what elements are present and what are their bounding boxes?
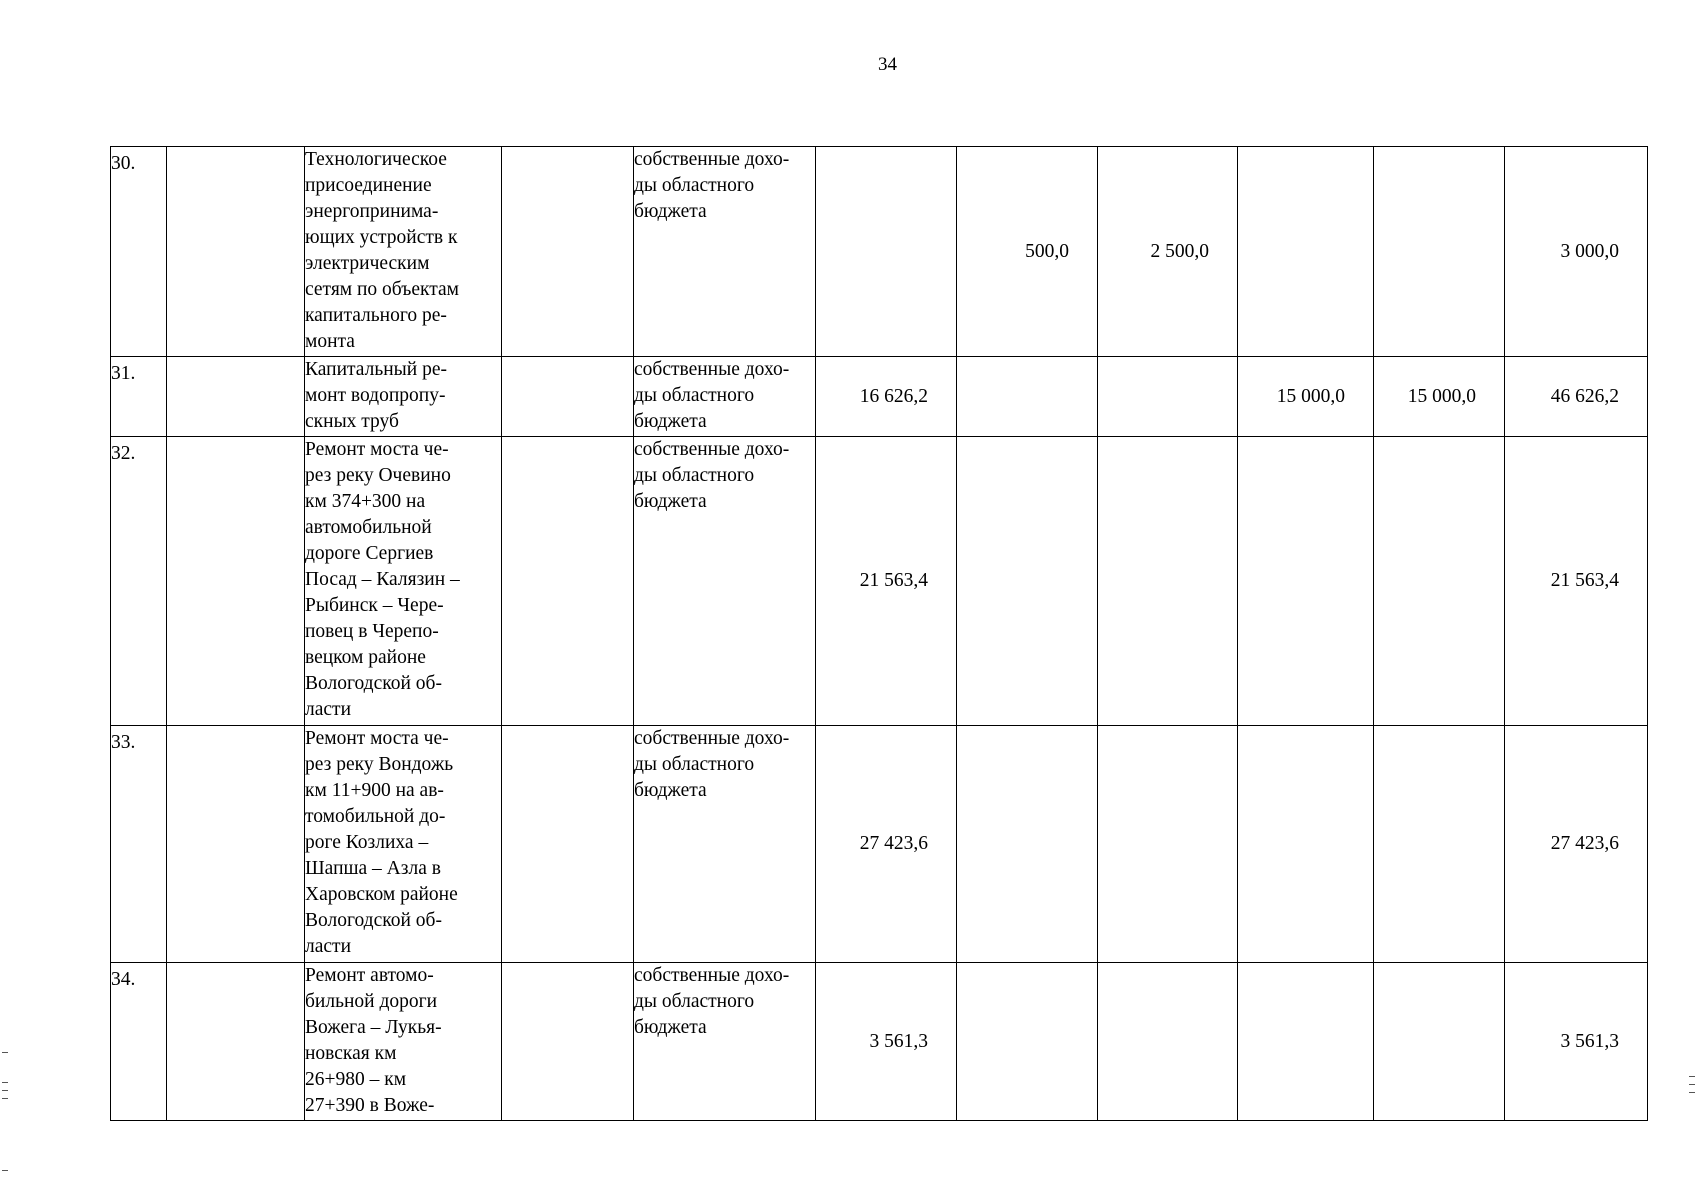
table-row bbox=[111, 963, 1648, 1121]
object-name-cell bbox=[305, 963, 502, 1121]
amount-cell bbox=[1238, 963, 1374, 1121]
page-number: 34 bbox=[878, 54, 897, 75]
object-name-cell bbox=[305, 726, 502, 963]
scan-mark bbox=[1689, 1076, 1695, 1077]
funding-source: собственные дохо- ды областного бюджета bbox=[634, 439, 790, 512]
empty-cell bbox=[502, 963, 634, 1121]
amount-cell: 27 423,6 bbox=[816, 726, 957, 963]
table-row bbox=[111, 147, 1648, 357]
row-number-cell bbox=[111, 357, 167, 437]
funding-source: собственные дохо- ды областного бюджета bbox=[634, 359, 790, 432]
scan-mark bbox=[2, 1090, 8, 1091]
amount-cell bbox=[1098, 357, 1238, 437]
object-name: Ремонт моста че- рез реку Вондожь км 11+900 на ав- томобильной до- роге Козлиха – Шапша – Азла в Харовском районе Вологодской об- ласти bbox=[305, 728, 458, 957]
empty-cell bbox=[167, 963, 305, 1121]
budget-table bbox=[110, 146, 1648, 1121]
amount-cell bbox=[1098, 963, 1238, 1121]
amount-cell bbox=[957, 357, 1098, 437]
row-number: 30. bbox=[111, 153, 136, 174]
amount-cell bbox=[1238, 726, 1374, 963]
funding-source: собственные дохо- ды областного бюджета bbox=[634, 149, 790, 222]
funding-source-cell bbox=[634, 437, 816, 726]
object-name-cell bbox=[305, 357, 502, 437]
amount-cell bbox=[1238, 437, 1374, 726]
row-number-cell bbox=[111, 437, 167, 726]
amount-cell: 21 563,4 bbox=[816, 437, 957, 726]
total-cell: 46 626,2 bbox=[1505, 357, 1648, 437]
empty-cell bbox=[167, 357, 305, 437]
object-name-cell bbox=[305, 437, 502, 726]
empty-cell bbox=[502, 147, 634, 357]
table-row bbox=[111, 726, 1648, 963]
total-cell: 27 423,6 bbox=[1505, 726, 1648, 963]
row-number-cell bbox=[111, 147, 167, 357]
amount-cell bbox=[1374, 437, 1505, 726]
amount-cell bbox=[957, 726, 1098, 963]
amount-cell bbox=[1374, 147, 1505, 357]
total-cell: 3 561,3 bbox=[1505, 963, 1648, 1121]
object-name: Ремонт моста че- рез реку Очевино км 374+300 на автомобильной дороге Сергиев Посад – Калязин – Рыбинск – Чере- повец в Черепо- вецком районе Вологодской об- ласти bbox=[305, 439, 460, 720]
empty-cell bbox=[167, 437, 305, 726]
total-cell: 21 563,4 bbox=[1505, 437, 1648, 726]
table-row bbox=[111, 357, 1648, 437]
empty-cell bbox=[167, 147, 305, 357]
funding-source-cell bbox=[634, 357, 816, 437]
funding-source-cell bbox=[634, 963, 816, 1121]
amount-cell bbox=[1098, 437, 1238, 726]
amount-cell bbox=[1374, 726, 1505, 963]
row-number-cell bbox=[111, 963, 167, 1121]
scan-mark bbox=[2, 1052, 8, 1053]
amount-cell: 500,0 bbox=[957, 147, 1098, 357]
object-name-cell bbox=[305, 147, 502, 357]
object-name: Ремонт автомо- бильной дороги Вожега – Лукья- новская км 26+980 – км 27+390 в Воже- bbox=[305, 965, 442, 1116]
scan-mark bbox=[2, 1082, 8, 1083]
scan-mark bbox=[2, 1170, 8, 1171]
empty-cell bbox=[502, 357, 634, 437]
amount-cell bbox=[957, 437, 1098, 726]
scan-mark bbox=[1689, 1084, 1695, 1085]
row-number: 32. bbox=[111, 443, 136, 464]
funding-source-cell bbox=[634, 147, 816, 357]
amount-cell: 15 000,0 bbox=[1238, 357, 1374, 437]
funding-source-cell bbox=[634, 726, 816, 963]
row-number: 34. bbox=[111, 969, 136, 990]
amount-cell: 15 000,0 bbox=[1374, 357, 1505, 437]
amount-cell: 16 626,2 bbox=[816, 357, 957, 437]
row-number: 33. bbox=[111, 732, 136, 753]
amount-cell: 2 500,0 bbox=[1098, 147, 1238, 357]
object-name: Капитальный ре- монт водопропу- скных труб bbox=[305, 359, 447, 432]
scan-mark bbox=[2, 1098, 8, 1099]
scan-mark bbox=[1689, 1092, 1695, 1093]
empty-cell bbox=[167, 726, 305, 963]
funding-source: собственные дохо- ды областного бюджета bbox=[634, 965, 790, 1038]
amount-cell bbox=[1374, 963, 1505, 1121]
total-cell: 3 000,0 bbox=[1505, 147, 1648, 357]
object-name: Технологическое присоединение энергопринима- ющих устройств к электрическим сетям по объектам капитального ре- монта bbox=[305, 149, 459, 352]
amount-cell bbox=[1238, 147, 1374, 357]
empty-cell bbox=[502, 726, 634, 963]
funding-source: собственные дохо- ды областного бюджета bbox=[634, 728, 790, 801]
row-number: 31. bbox=[111, 363, 136, 384]
amount-cell: 3 561,3 bbox=[816, 963, 957, 1121]
empty-cell bbox=[502, 437, 634, 726]
amount-cell bbox=[957, 963, 1098, 1121]
amount-cell bbox=[1098, 726, 1238, 963]
table-row bbox=[111, 437, 1648, 726]
row-number-cell bbox=[111, 726, 167, 963]
amount-cell bbox=[816, 147, 957, 357]
